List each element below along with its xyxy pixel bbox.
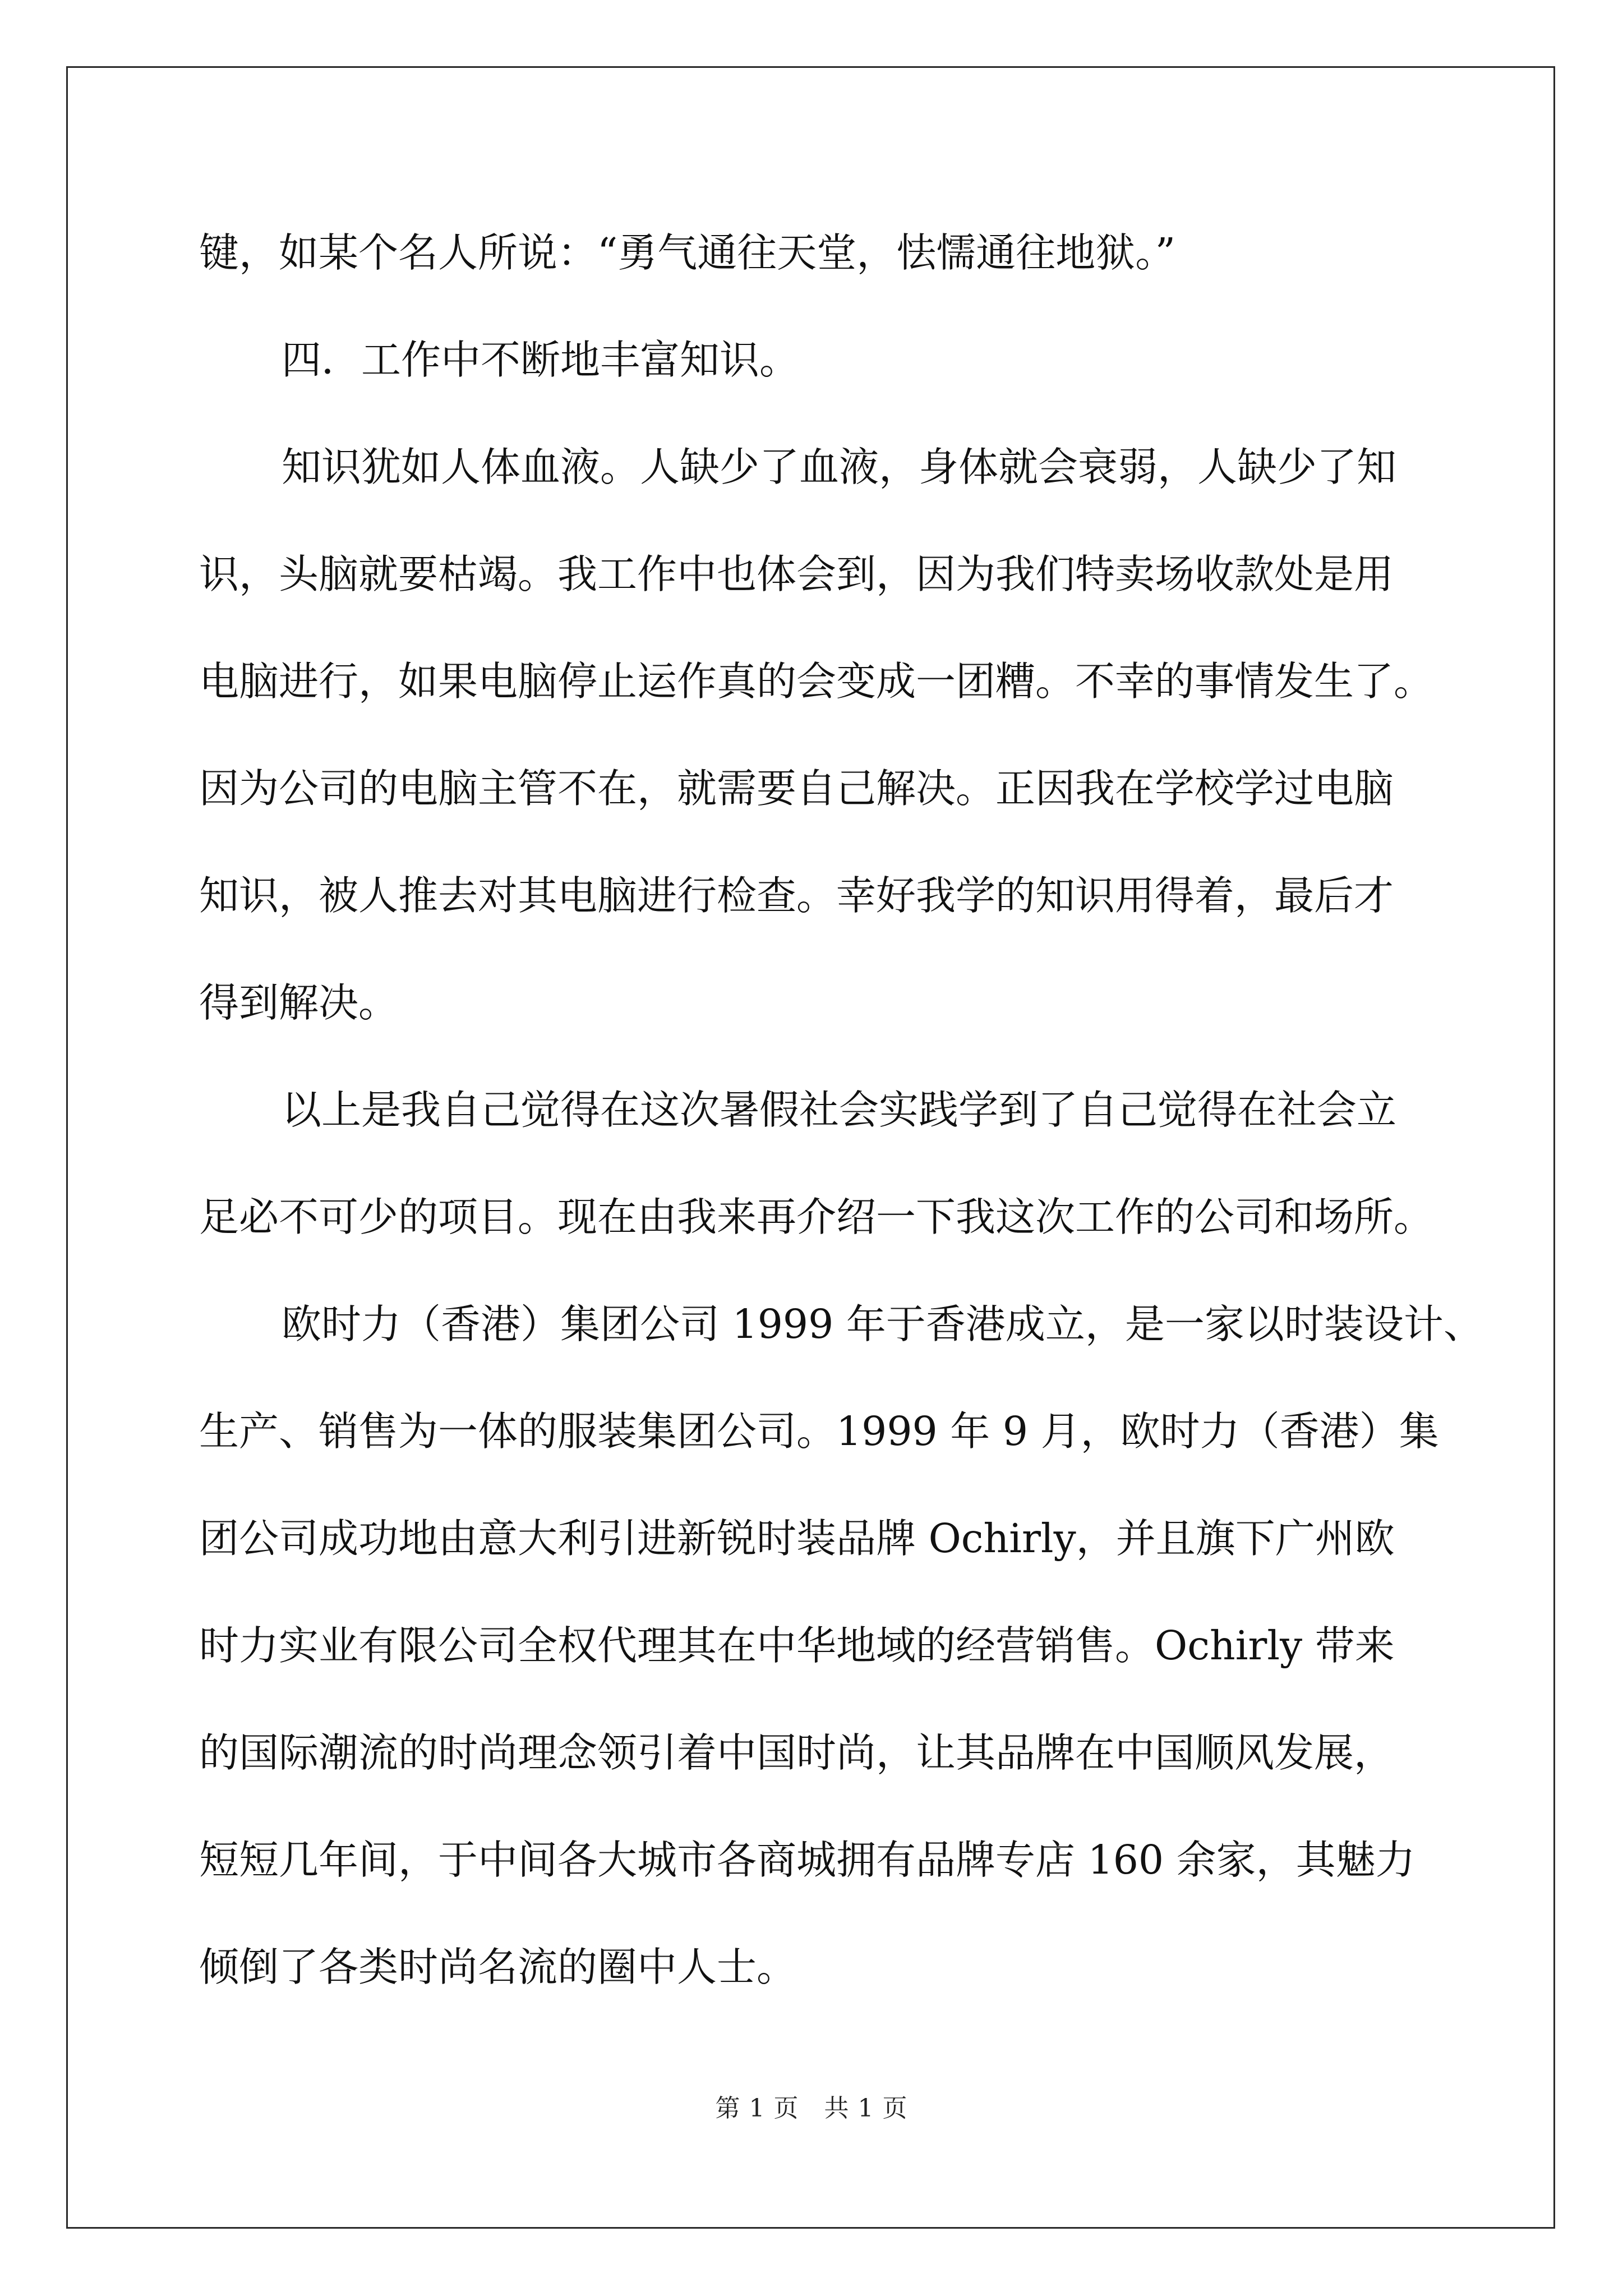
text-line: 时力实业有限公司全权代理其在中华地域的经营销售。Ochirly 带来	[199, 1622, 1395, 1669]
text-line: 倾倒了各类时尚名流的圈中人士。	[199, 1944, 797, 1990]
page-number-footer: 第 1 页 共 1 页	[715, 2094, 908, 2123]
text-line: 足必不可少的项目。现在由我来再介绍一下我这次工作的公司和场所。	[199, 1194, 1434, 1240]
text-line: 四．工作中不断地丰富知识。	[282, 337, 800, 383]
text-line: 知识，被人推去对其电脑进行检查。幸好我学的知识用得着，最后才	[199, 872, 1394, 919]
text-line: 短短几年间，于中间各大城市各商城拥有品牌专店 160 余家，其魅力	[199, 1837, 1415, 1883]
text-line: 键，如某个名人所说：“勇气通往天堂，怯懦通往地狱。”	[199, 229, 1176, 276]
text-line: 团公司成功地由意大利引进新锐时装品牌 Ochirly，并且旗下广州欧	[199, 1515, 1395, 1562]
text-line: 以上是我自己觉得在这次暑假社会实践学到了自己觉得在社会立	[282, 1087, 1397, 1133]
text-line: 欧时力（香港）集团公司 1999 年于香港成立，是一家以时装设计、	[282, 1301, 1483, 1347]
text-line: 电脑进行，如果电脑停止运作真的会变成一团糟。不幸的事情发生了。	[199, 658, 1434, 705]
text-line: 得到解决。	[199, 979, 399, 1026]
text-line: 因为公司的电脑主管不在，就需要自己解决。正因我在学校学过电脑	[199, 765, 1394, 812]
text-line: 生产、销售为一体的服装集团公司。1999 年 9 月，欧时力（香港）集	[199, 1408, 1439, 1455]
text-line: 的国际潮流的时尚理念领引着中国时尚，让其品牌在中国顺风发展，	[199, 1729, 1394, 1776]
document-body	[199, 199, 1483, 2021]
text-line: 知识犹如人体血液。人缺少了血液，身体就会衰弱，人缺少了知	[282, 444, 1397, 490]
text-line: 识，头脑就要枯竭。我工作中也体会到，因为我们特卖场收款处是用	[199, 551, 1394, 597]
